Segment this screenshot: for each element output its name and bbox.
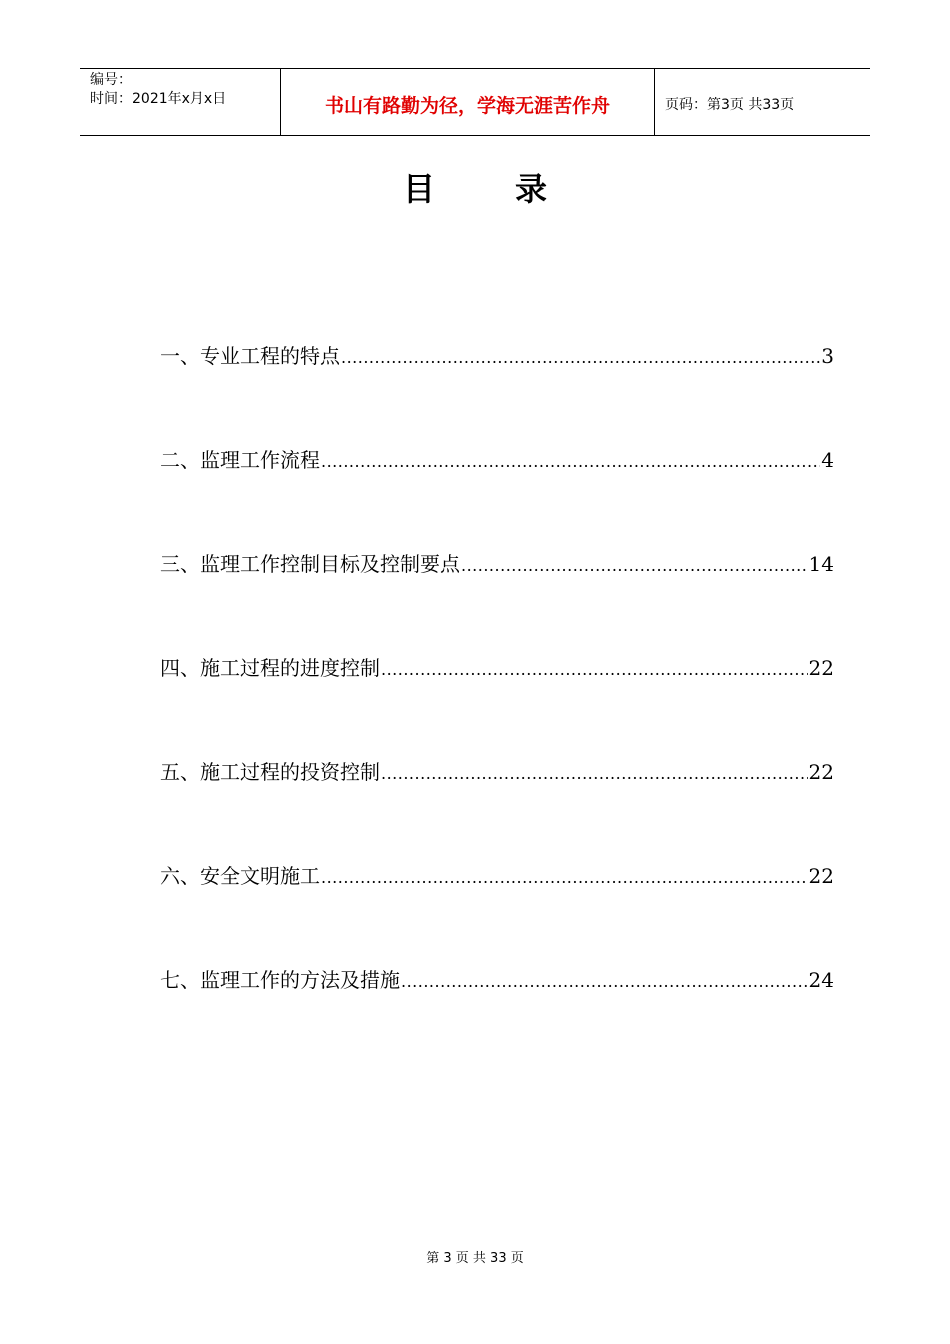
toc-leader-dots (461, 556, 808, 575)
header-meta-cell (80, 69, 281, 135)
toc-item[interactable] (160, 860, 834, 964)
toc-leader-dots (401, 972, 808, 991)
toc-item-page: 14 (808, 552, 834, 576)
toc-item-text: 二、监理工作流程 (160, 448, 320, 472)
page-footer (0, 1247, 950, 1266)
toc-title (0, 164, 950, 210)
header-page-cell (655, 69, 870, 135)
toc-item[interactable] (160, 340, 834, 444)
number-label: 编号： (90, 72, 132, 88)
toc-item-page: 4 (821, 448, 834, 472)
toc-item-text: 六、安全文明施工 (160, 864, 320, 888)
toc-item-page: 22 (808, 656, 834, 680)
header-motto-cell (281, 69, 655, 135)
toc-item[interactable] (160, 652, 834, 756)
toc-list (160, 340, 834, 1068)
toc-leader-dots (321, 868, 808, 887)
motto-text: 书山有路勤为径，学海无涯苦作舟 (324, 94, 610, 117)
footer-page-text: 第 3 页 共 33 页 (426, 1251, 524, 1266)
toc-title-part2: 录 (515, 170, 548, 208)
toc-item-page: 22 (808, 864, 834, 888)
toc-item-text: 四、施工过程的进度控制 (160, 656, 380, 680)
toc-item-text: 五、施工过程的投资控制 (160, 760, 380, 784)
toc-item-text: 七、监理工作的方法及措施 (160, 968, 400, 992)
toc-item-page: 22 (808, 760, 834, 784)
toc-item-text: 一、专业工程的特点 (160, 344, 340, 368)
toc-leader-dots (341, 348, 820, 367)
time-label: 时间：2021年x月x日 (90, 91, 227, 107)
toc-item-page: 24 (808, 968, 834, 992)
toc-title-part1: 目 (402, 170, 435, 208)
toc-item-text: 三、监理工作控制目标及控制要点 (160, 552, 460, 576)
toc-item[interactable] (160, 756, 834, 860)
toc-item[interactable] (160, 964, 834, 1068)
toc-item[interactable] (160, 444, 834, 548)
toc-leader-dots (381, 764, 808, 783)
page-info: 页码：第3页 共33页 (665, 97, 795, 113)
document-header (80, 68, 870, 136)
toc-leader-dots (381, 660, 808, 679)
toc-item[interactable] (160, 548, 834, 652)
toc-leader-dots (321, 452, 820, 471)
toc-item-page: 3 (821, 344, 834, 368)
